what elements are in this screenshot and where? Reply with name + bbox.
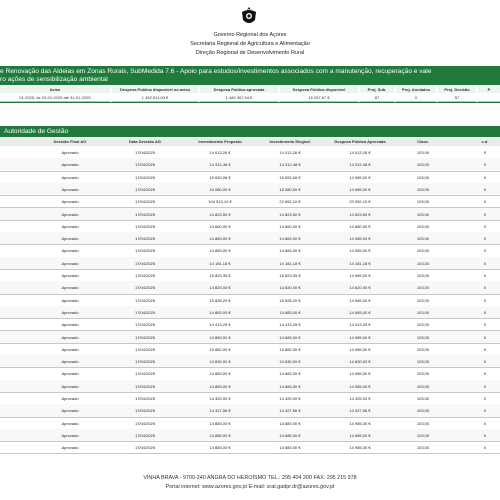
table-row: [0, 158, 500, 171]
decision-date-cell: 17/04/2025: [134, 273, 156, 278]
eligible-investment-cell: 14 883,00 €: [279, 371, 301, 377]
stats-header: Despesa Pública aprovada: [200, 86, 278, 93]
decision-cell: Aprovado: [61, 186, 79, 192]
stats-value: 0: [396, 94, 436, 102]
table-header: [0, 138, 500, 146]
decision-cell: Aprovado: [61, 285, 79, 291]
measure-title: e Renovação das Aldeias em Zonas Rurais, SubMedida 7.6 - Apoio para estudos/investimentos associados com a manutenção, recuperação e vale: [0, 68, 432, 75]
cd-cell: 0: [483, 174, 487, 180]
decision-date-cell: 17/04/2025: [134, 260, 156, 266]
proposed-investment-cell: 14 883,00 €: [209, 383, 231, 389]
column-header: Class.: [417, 139, 429, 144]
approved-public-expense-cell: 14 965,00 €: [349, 174, 371, 180]
stats-value: 16 287,67 €: [280, 94, 358, 102]
proposed-investment-cell: 14 883,00 €: [209, 309, 231, 315]
classification-cell: 103,00: [416, 445, 430, 451]
classification-cell: 103,00: [416, 285, 430, 291]
eligible-investment-cell: 14 883,00 €: [279, 236, 301, 242]
decision-date-cell: 17/04/2025: [134, 297, 156, 303]
approved-public-expense-cell: 20 952,10 €: [349, 199, 371, 205]
decision-date-cell: 17/04/2025: [134, 162, 156, 168]
cd-cell: 0: [483, 236, 487, 242]
decision-date-cell: 17/04/2025: [134, 285, 156, 291]
cd-cell: 0: [483, 150, 487, 155]
page-header: [0, 0, 500, 60]
cd-cell: 0: [483, 248, 487, 254]
stats-header: Proj. Decisão: [438, 86, 476, 93]
eligible-investment-cell: 14 830,00 €: [279, 359, 301, 365]
decision-date-cell: 17/04/2025: [134, 445, 156, 451]
approved-public-expense-cell: 14 965,00 €: [349, 371, 371, 377]
decision-cell: Aprovado: [61, 445, 79, 451]
eligible-investment-cell: 14 883,00 €: [279, 309, 301, 315]
decision-date-cell: 17/04/2025: [134, 248, 156, 254]
table-row: [0, 281, 500, 294]
column-header: c.d.: [481, 139, 489, 144]
decision-date-cell: 17/04/2025: [134, 408, 156, 414]
classification-cell: 103,00: [416, 186, 430, 192]
footer-contacts: Portal internet: www.azores.gov.pt E-mail: srat.gadpr.dr@azores.gov.pt: [165, 484, 335, 490]
table-row: [0, 404, 500, 417]
proposed-investment-cell: 14 325,00 €: [209, 396, 231, 401]
decision-date-cell: 17/04/2025: [134, 186, 156, 192]
measure-banner: [0, 66, 500, 103]
eligible-investment-cell: 14 181,18 €: [279, 260, 301, 266]
decision-cell: Aprovado: [61, 334, 79, 340]
proposed-investment-cell: 14 413,25 €: [209, 322, 231, 328]
proposed-investment-cell: 14 885,00 €: [209, 432, 231, 438]
decision-cell: Aprovado: [61, 297, 79, 303]
stats-value: 57: [438, 94, 476, 102]
decision-cell: Aprovado: [61, 260, 79, 266]
azores-coat-of-arms-icon: [238, 6, 260, 28]
decision-cell: Aprovado: [61, 162, 79, 168]
decision-cell: Aprovado: [61, 174, 79, 180]
table-row: [0, 257, 500, 270]
cd-cell: 0: [483, 408, 487, 414]
decision-date-cell: 17/04/2025: [134, 199, 156, 205]
classification-cell: 103,00: [416, 273, 430, 278]
cd-cell: 0: [483, 420, 487, 426]
approved-public-expense-cell: 14 325,00 €: [349, 396, 371, 401]
classification-cell: 103,00: [416, 211, 430, 217]
table-row: [0, 331, 500, 344]
stats-header: Proj. Anulados: [396, 86, 436, 93]
decision-date-cell: 17/04/2025: [134, 309, 156, 315]
cd-cell: 0: [483, 383, 487, 389]
proposed-investment-cell: 14 883,00 €: [209, 334, 231, 340]
stats-header: Proj. Sub.: [360, 86, 394, 93]
proposed-investment-cell: 14 883,00 €: [209, 371, 231, 377]
eligible-investment-cell: 14 660,00 €: [279, 223, 301, 229]
approved-public-expense-cell: 14 823,50 €: [349, 211, 371, 217]
classification-cell: 103,00: [416, 236, 430, 242]
eligible-investment-cell: 22 652,10 €: [279, 199, 301, 205]
notice-stats-table: [0, 85, 500, 102]
proposed-investment-cell: 14 883,00 €: [209, 248, 231, 254]
eligible-investment-cell: 15 882,00 €: [279, 346, 301, 352]
stats-value: [478, 94, 500, 102]
approved-public-expense-cell: 14 965,00 €: [349, 297, 371, 303]
stats-value: 87: [360, 94, 394, 102]
eligible-investment-cell: 14 413,25 €: [279, 322, 301, 328]
decision-date-cell: 17/04/2025: [134, 236, 156, 242]
cd-cell: 0: [483, 334, 487, 340]
approved-public-expense-cell: 14 965,00 €: [349, 346, 371, 352]
approved-public-expense-cell: 14 965,00 €: [349, 334, 371, 340]
stats-value: 1 452 811,00 €: [112, 94, 198, 102]
header-direcao: Direção Regional de Desenvolvimento Rural: [195, 50, 305, 56]
stats-header: Despesa Pública disponível no aviso: [112, 86, 198, 93]
eligible-investment-cell: 14 820,00 €: [279, 285, 301, 291]
table-row: [0, 294, 500, 307]
classification-cell: 103,00: [416, 223, 430, 229]
classification-cell: 103,00: [416, 248, 430, 254]
cd-cell: 0: [483, 162, 487, 168]
decision-cell: Aprovado: [61, 359, 79, 365]
header-government: Governo Regional dos Açores: [213, 32, 287, 38]
decision-cell: Aprovado: [61, 432, 79, 438]
decision-cell: Aprovado: [61, 322, 79, 328]
cd-cell: 0: [483, 297, 487, 303]
approved-public-expense-cell: 14 965,00 €: [349, 186, 371, 192]
stats-value: 01-2025, de 20-01-2025 até 31-01-2025: [0, 94, 110, 102]
classification-cell: 103,00: [416, 322, 430, 328]
decision-cell: Aprovado: [61, 420, 79, 426]
stats-header: P: [478, 86, 500, 93]
table-row: [0, 306, 500, 319]
table-row: [0, 183, 500, 196]
decision-cell: Aprovado: [61, 408, 79, 414]
approved-public-expense-cell: 14 965,00 €: [349, 420, 371, 426]
approved-public-expense-cell: 14 181,18 €: [349, 260, 371, 266]
proposed-investment-cell: 104 513,10 €: [208, 199, 232, 205]
stats-header: Aviso: [0, 86, 110, 93]
proposed-investment-cell: 14 883,00 €: [209, 236, 231, 242]
cd-cell: 0: [483, 211, 487, 217]
classification-cell: 103,00: [416, 174, 430, 180]
decision-date-cell: 17/04/2025: [134, 359, 156, 365]
approved-public-expense-cell: 14 830,00 €: [349, 359, 371, 365]
proposed-investment-cell: 14 181,18 €: [209, 260, 231, 266]
proposed-investment-cell: 14 823,50 €: [209, 211, 231, 217]
decision-date-cell: 17/04/2025: [134, 223, 156, 229]
proposed-investment-cell: 15 653,06 €: [209, 174, 231, 180]
table-row: [0, 441, 500, 454]
approved-public-expense-cell: 14 965,00 €: [349, 309, 371, 315]
eligible-investment-cell: 15 823,35 €: [279, 273, 301, 278]
footer-address: VINHA BRAVA · 9700-240 ANGRA DO HEROÍSMO TEL.: 295 404 200 FAX: 295 215 978: [143, 475, 357, 481]
eligible-investment-cell: 15 080,00 €: [279, 186, 301, 192]
column-header: Investimento Proposto: [198, 139, 242, 144]
eligible-investment-cell: 14 883,00 €: [279, 420, 301, 426]
approved-public-expense-cell: 14 660,00 €: [349, 223, 371, 229]
decision-cell: Aprovado: [61, 199, 79, 205]
decision-cell: Aprovado: [61, 346, 79, 352]
decision-date-cell: 17/04/2025: [134, 420, 156, 426]
table-row: [0, 244, 500, 257]
proposed-investment-cell: 14 883,00 €: [209, 445, 231, 451]
approved-public-expense-cell: 14 413,25 €: [349, 322, 371, 328]
proposed-investment-cell: 14 312,48 €: [209, 162, 231, 168]
cd-cell: 0: [483, 396, 487, 401]
eligible-investment-cell: 14 823,50 €: [279, 211, 301, 217]
proposed-investment-cell: 14 830,00 €: [209, 359, 231, 365]
cd-cell: 0: [483, 285, 487, 291]
cd-cell: 0: [483, 309, 487, 315]
classification-cell: 103,00: [416, 371, 430, 377]
proposed-investment-cell: 15 828,20 €: [209, 297, 231, 303]
cd-cell: 0: [483, 445, 487, 451]
column-header: Investimento Elegível: [269, 139, 311, 144]
approved-public-expense-cell: 14 965,00 €: [349, 236, 371, 242]
section-title-management: Autoridade de Gestão: [0, 126, 500, 137]
table-row: [0, 429, 500, 442]
eligible-investment-cell: 14 312,48 €: [279, 162, 301, 168]
decision-cell: Aprovado: [61, 309, 79, 315]
table-row: [0, 417, 500, 430]
classification-cell: 103,00: [416, 432, 430, 438]
classification-cell: 103,00: [416, 408, 430, 414]
table-row: [0, 355, 500, 368]
proposed-investment-cell: 15 823,35 €: [209, 273, 231, 278]
eligible-investment-cell: 14 883,00 €: [279, 383, 301, 389]
decision-cell: Aprovado: [61, 396, 79, 401]
table-row: [0, 171, 500, 184]
table-row: [0, 367, 500, 380]
classification-cell: 103,00: [416, 297, 430, 303]
table-row: [0, 380, 500, 393]
decision-date-cell: 17/04/2025: [134, 174, 156, 180]
approved-public-expense-cell: 14 327,56 €: [349, 408, 371, 414]
eligible-investment-cell: 15 828,20 €: [279, 297, 301, 303]
decision-date-cell: 17/04/2025: [134, 334, 156, 340]
approved-public-expense-cell: 14 013,26 €: [349, 150, 371, 155]
decision-cell: Aprovado: [61, 273, 79, 278]
cd-cell: 0: [483, 260, 487, 266]
classification-cell: 103,00: [416, 260, 430, 266]
table-row: [0, 208, 500, 221]
approved-public-expense-cell: 14 965,00 €: [349, 383, 371, 389]
measure-title-continued: ro ações de sensibilização ambiental: [0, 76, 108, 83]
approved-public-expense-cell: 14 965,00 €: [349, 445, 371, 451]
eligible-investment-cell: 15 653,06 €: [279, 174, 301, 180]
cd-cell: 0: [483, 371, 487, 377]
decision-date-cell: 17/04/2025: [134, 150, 156, 155]
cd-cell: 0: [483, 199, 487, 205]
proposed-investment-cell: 14 013,26 €: [209, 150, 231, 155]
eligible-investment-cell: 14 883,00 €: [279, 445, 301, 451]
cd-cell: 0: [483, 359, 487, 365]
cd-cell: 0: [483, 273, 487, 278]
classification-cell: 103,00: [416, 420, 430, 426]
decision-date-cell: 17/04/2025: [134, 371, 156, 377]
stats-header: Despesa Pública disponível: [280, 86, 358, 93]
table-row: [0, 318, 500, 331]
classification-cell: 103,00: [416, 346, 430, 352]
decision-date-cell: 17/04/2025: [134, 396, 156, 401]
eligible-investment-cell: 14 013,26 €: [279, 150, 301, 155]
column-header: Data Decisão AG: [128, 139, 162, 144]
table-row: [0, 269, 500, 282]
eligible-investment-cell: 14 327,56 €: [279, 408, 301, 414]
eligible-investment-cell: 14 883,00 €: [279, 248, 301, 254]
proposed-investment-cell: 15 882,00 €: [209, 346, 231, 352]
cd-cell: 0: [483, 322, 487, 328]
decision-date-cell: 17/04/2025: [134, 346, 156, 352]
classification-cell: 103,00: [416, 150, 430, 155]
decision-cell: Aprovado: [61, 236, 79, 242]
decision-date-cell: 17/04/2025: [134, 322, 156, 328]
table-row: [0, 392, 500, 405]
classification-cell: 103,00: [416, 359, 430, 365]
cd-cell: 0: [483, 186, 487, 192]
decision-cell: Aprovado: [61, 371, 79, 377]
approved-public-expense-cell: 14 965,00 €: [349, 273, 371, 278]
classification-cell: 103,00: [416, 396, 430, 401]
decision-cell: Aprovado: [61, 211, 79, 217]
eligible-investment-cell: 14 883,00 €: [279, 334, 301, 340]
table-row: [0, 220, 500, 233]
table-row: [0, 195, 500, 208]
decision-date-cell: 17/04/2025: [134, 211, 156, 217]
proposed-investment-cell: 14 883,00 €: [209, 420, 231, 426]
column-header: Decisão Final AG: [53, 139, 87, 144]
decision-date-cell: 17/04/2025: [134, 383, 156, 389]
decision-cell: Aprovado: [61, 383, 79, 389]
approved-public-expense-cell: 14 312,48 €: [349, 162, 371, 168]
table-row: [0, 146, 500, 159]
proposed-investment-cell: 14 327,56 €: [209, 408, 231, 414]
classification-cell: 103,00: [416, 162, 430, 168]
page-footer: [0, 474, 500, 492]
decision-cell: Aprovado: [61, 150, 79, 155]
decision-date-cell: 17/04/2025: [134, 432, 156, 438]
header-secretaria: Secretaria Regional de Agricultura e Alimentação: [190, 41, 310, 47]
stats-value: 1 489 367,94 €: [200, 94, 278, 102]
proposed-investment-cell: 15 080,00 €: [209, 186, 231, 192]
classification-cell: 103,00: [416, 309, 430, 315]
decision-cell: Aprovado: [61, 248, 79, 254]
proposed-investment-cell: 14 820,00 €: [209, 285, 231, 291]
classification-cell: 103,00: [416, 199, 430, 205]
table-row: [0, 343, 500, 356]
eligible-investment-cell: 14 325,00 €: [279, 396, 301, 401]
approved-public-expense-cell: 14 965,00 €: [349, 248, 371, 254]
table-row: [0, 232, 500, 245]
cd-cell: 0: [483, 346, 487, 352]
cd-cell: 0: [483, 223, 487, 229]
approved-public-expense-cell: 14 965,00 €: [349, 432, 371, 438]
eligible-investment-cell: 14 885,00 €: [279, 432, 301, 438]
proposed-investment-cell: 14 660,00 €: [209, 223, 231, 229]
classification-cell: 103,00: [416, 383, 430, 389]
approved-public-expense-cell: 14 820,00 €: [349, 285, 371, 291]
decision-cell: Aprovado: [61, 223, 79, 229]
classification-cell: 103,00: [416, 334, 430, 340]
cd-cell: 0: [483, 432, 487, 438]
column-header: Despesa Pública Aprovada: [334, 139, 386, 144]
